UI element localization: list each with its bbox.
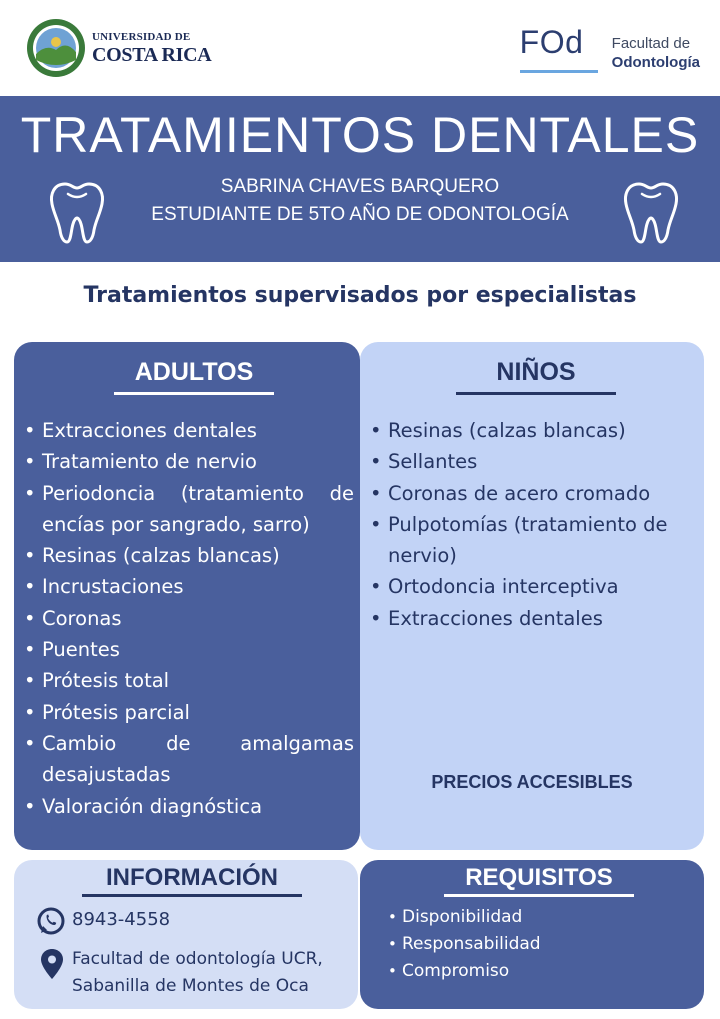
adultos-treatment-list (14, 415, 354, 822)
list-item: • Resinas (calzas blancas) (14, 540, 354, 571)
requisitos-panel (360, 860, 704, 1009)
list-item: • Compromiso (374, 958, 694, 985)
list-item: • Resinas (calzas blancas) (360, 415, 704, 446)
ucr-logo (26, 18, 211, 78)
list-item: • Coronas (14, 603, 354, 634)
informacion-panel (14, 860, 358, 1009)
requisitos-heading: REQUISITOS (465, 864, 613, 891)
tooth-icon (48, 180, 106, 246)
author-role: ESTUDIANTE DE 5TO AÑO DE ODONTOLOGÍA (151, 204, 569, 225)
ucr-name-line1: UNIVERSIDAD DE (92, 30, 191, 43)
fod-underline (520, 70, 598, 73)
list-item: • Responsabilidad (374, 931, 694, 958)
informacion-heading: INFORMACIÓN (106, 864, 278, 891)
heading-underline (444, 894, 634, 897)
adultos-heading: ADULTOS (134, 358, 254, 386)
heading-underline (114, 392, 274, 395)
ninos-treatment-list (360, 415, 704, 634)
ucr-name-line2: COSTA RICA (92, 43, 212, 66)
list-item: • Cambio de amalgamas desajustadas (14, 728, 354, 791)
list-item: • Periodoncia (tratamiento de encías por sangrado, sarro) (14, 478, 354, 541)
tooth-icon (622, 180, 680, 246)
precios-note: PRECIOS ACCESIBLES (431, 772, 633, 792)
list-item: • Pulpotomías (tratamiento de nervio) (360, 509, 704, 572)
list-item: • Disponibilidad (374, 904, 694, 931)
ninos-panel (360, 342, 704, 850)
section-subtitle: Tratamientos supervisados por especialistas (83, 283, 637, 308)
list-item: • Extracciones dentales (360, 603, 704, 634)
location-pin-icon (40, 948, 64, 980)
fod-line1: Facultad de (611, 35, 691, 52)
phone-number: 8943-4558 (72, 909, 171, 930)
list-item: • Tratamiento de nervio (14, 446, 354, 477)
whatsapp-icon (36, 906, 66, 936)
author-name: SABRINA CHAVES BARQUERO (220, 176, 500, 197)
ninos-heading: NIÑOS (496, 358, 576, 386)
title-banner (0, 96, 720, 262)
list-item: • Prótesis parcial (14, 697, 354, 728)
list-item: • Ortodoncia interceptiva (360, 571, 704, 602)
requisitos-list (374, 904, 694, 985)
address-row (40, 946, 323, 1000)
list-item: • Incrustaciones (14, 571, 354, 602)
list-item: • Extracciones dentales (14, 415, 354, 446)
heading-underline (456, 392, 616, 395)
adultos-panel (14, 342, 360, 850)
list-item: • Coronas de acero cromado (360, 478, 704, 509)
list-item: • Puentes (14, 634, 354, 665)
list-item: • Valoración diagnóstica (14, 791, 354, 822)
ucr-seal-icon (26, 18, 86, 78)
phone-row (36, 906, 170, 936)
fod-line2: Odontología (611, 54, 700, 71)
fod-mark: FOd (519, 24, 584, 60)
list-item: • Prótesis total (14, 665, 354, 696)
fod-logo (520, 26, 700, 72)
list-item: • Sellantes (360, 446, 704, 477)
page-title: TRATAMIENTOS DENTALES (20, 107, 700, 163)
address-line2: Sabanilla de Montes de Oca (72, 976, 309, 996)
address-line1: Facultad de odontología UCR, (72, 949, 323, 969)
heading-underline (82, 894, 302, 897)
